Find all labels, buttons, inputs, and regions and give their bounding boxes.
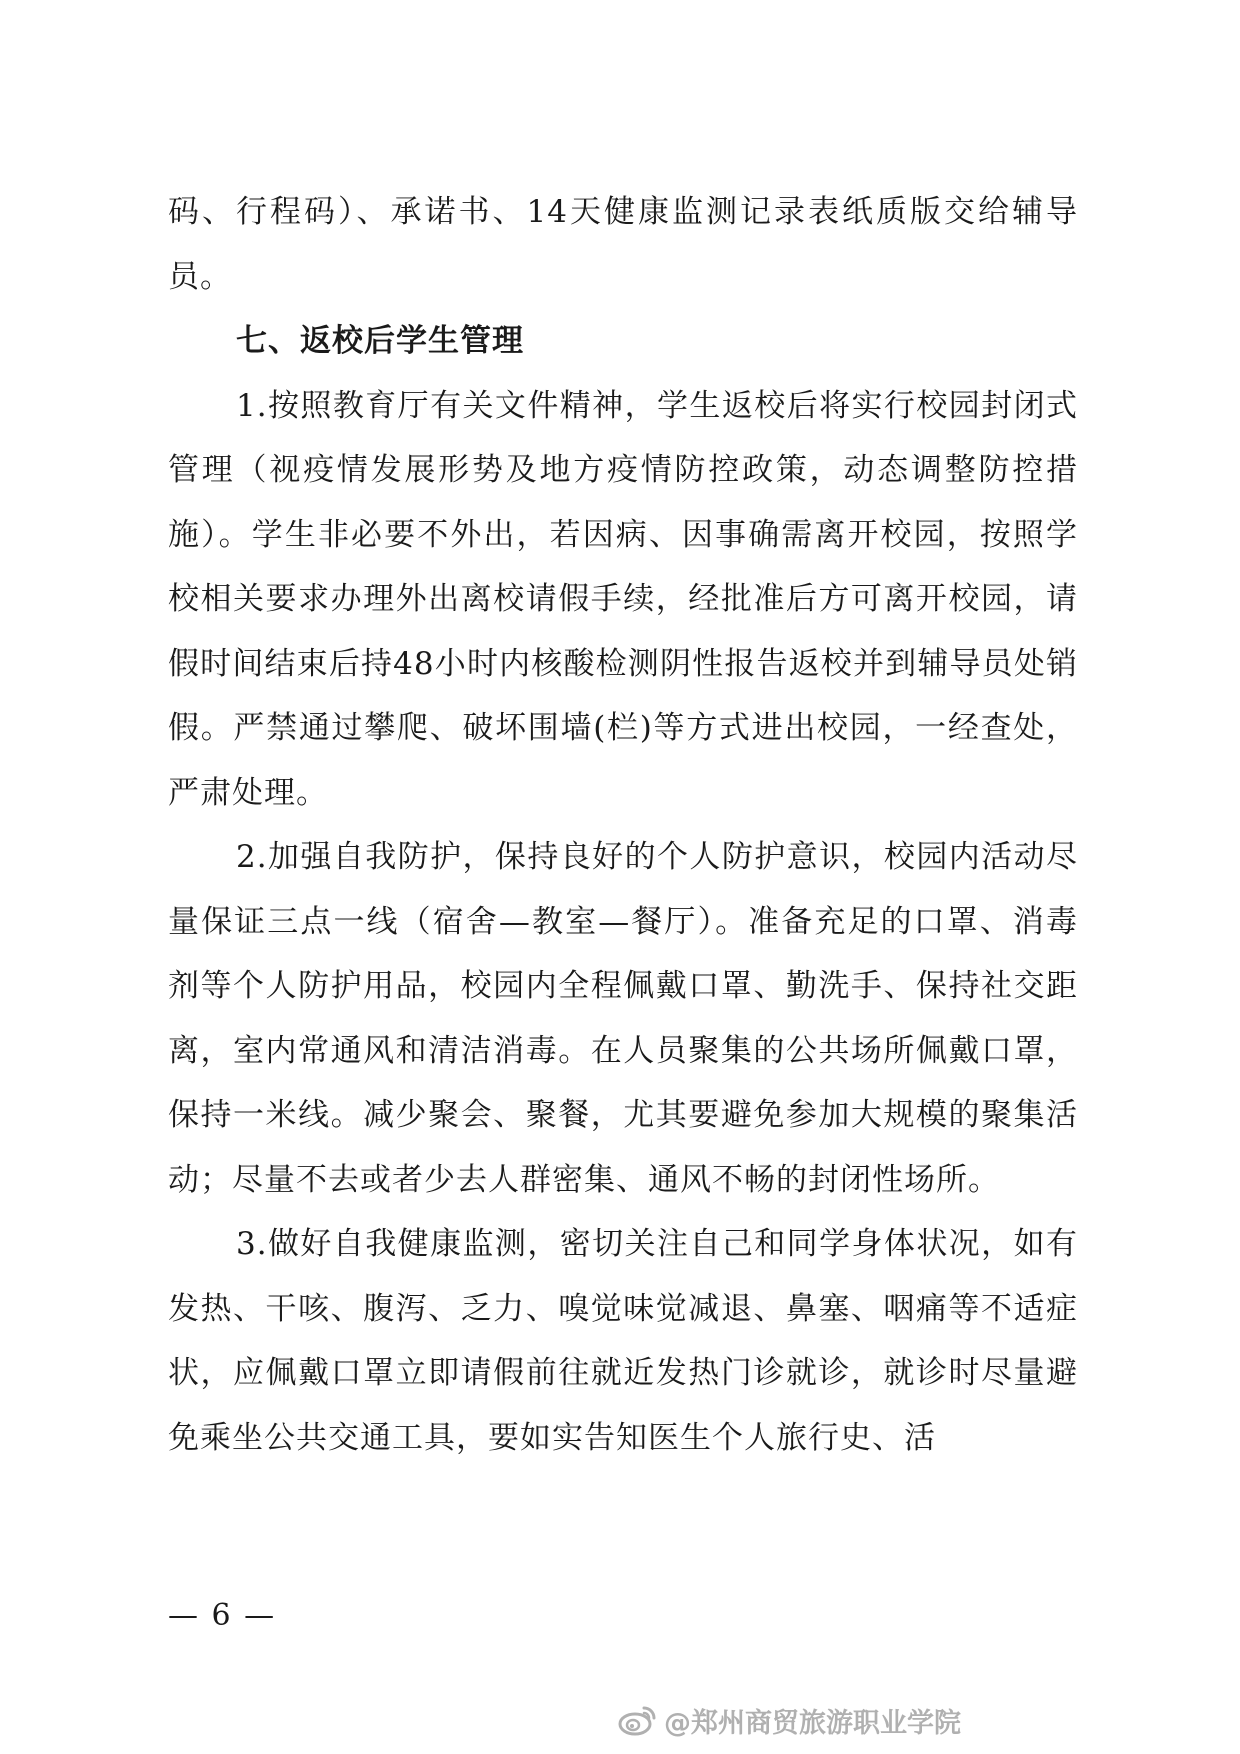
paragraph-item-1: 1.按照教育厅有关文件精神，学生返校后将实行校园封闭式管理（视疫情发展形势及地方疫情防控政策，动态调整防控措施）。学生非必要不外出，若因病、因事确需离开校园，按照学校相关要求办理外出离校请假手续，经批准后方可离开校园，请假时间结束后持48小时内核酸检测阴性报告返校并到辅导员处销假。严禁通过攀爬、破坏围墙(栏)等方式进出校园，一经查处，严肃处理。 xyxy=(168,387,1078,811)
page-number: — 6 — xyxy=(168,1598,277,1633)
paragraph-continuation: 码、行程码）、承诺书、14天健康监测记录表纸质版交给辅导员。 xyxy=(168,194,1078,295)
weibo-icon xyxy=(618,1703,658,1737)
paragraph-item-2: 2.加强自我防护，保持良好的个人防护意识，校园内活动尽量保证三点一线（宿舍—教室—餐厅）。准备充足的口罩、消毒剂等个人防护用品，校园内全程佩戴口罩、勤洗手、保持社交距离，室内常通风和清洁消毒。在人员聚集的公共场所佩戴口罩，保持一米线。减少聚会、聚餐，尤其要避免参加大规模的聚集活动；尽量不去或者少去人群密集、通风不畅的封闭性场所。 xyxy=(168,839,1078,1198)
watermark xyxy=(618,1700,961,1740)
paragraph-item-3: 3.做好自我健康监测，密切关注自己和同学身体状况，如有发热、干咳、腹泻、乏力、嗅觉味觉减退、鼻塞、咽痛等不适症状，应佩戴口罩立即请假前往就近发热门诊就诊，就诊时尽量避免乘坐公共交通工具，要如实告知医生个人旅行史、活 xyxy=(168,1226,1078,1456)
section-heading: 七、返校后学生管理 xyxy=(236,323,524,359)
document-body xyxy=(168,180,1078,1470)
watermark-text: @郑州商贸旅游职业学院 xyxy=(664,1707,961,1739)
